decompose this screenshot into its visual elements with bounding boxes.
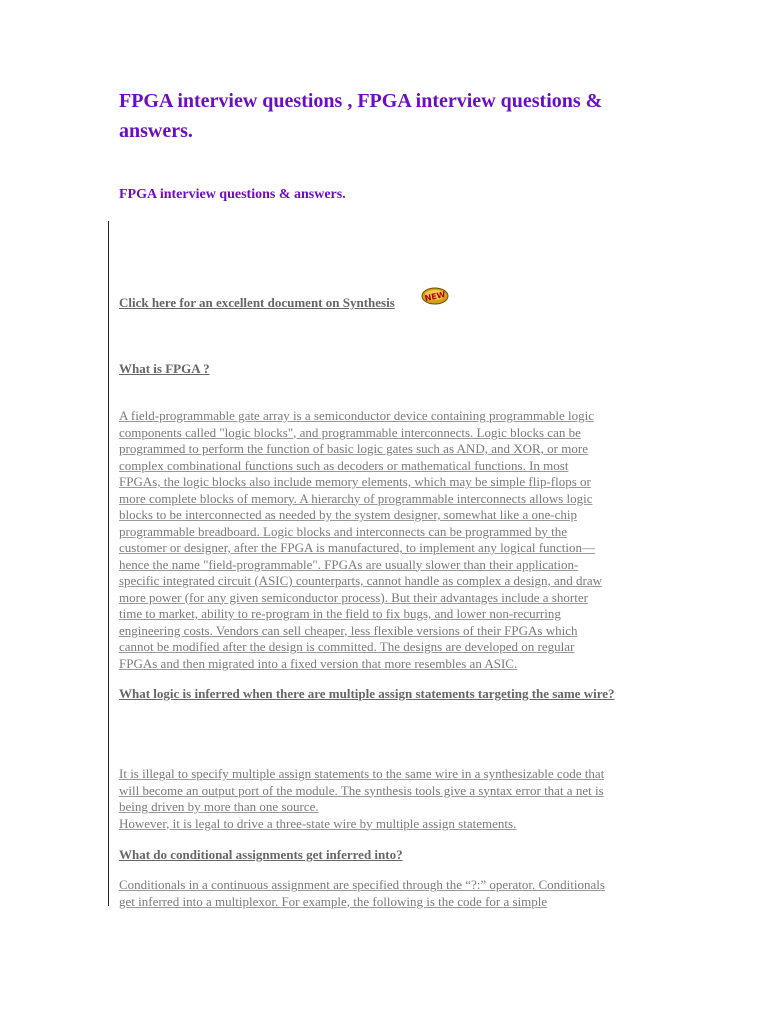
answer-what-is-fpga (119, 408, 655, 672)
synthesis-document-link[interactable]: Click here for an excellent document on Synthesis (119, 295, 395, 310)
paragraph-line: blocks to be interconnected as needed by the system designer, somewhat like a one-chip (119, 507, 577, 522)
paragraph-line: FPGAs and then migrated into a fixed version that more resembles an ASIC. (119, 655, 518, 671)
paragraph-line: engineering costs. Vendors can sell cheaper, less flexible versions of their FPGAs which (119, 622, 578, 638)
page-subtitle: FPGA interview questions & answers. (119, 187, 346, 202)
new-badge-icon (421, 287, 449, 305)
paragraph-line: FPGAs, the logic blocks also include memory elements, which may be simple flip-flops or (119, 474, 591, 489)
paragraph-line: complex combinational functions such as decoders or mathematical functions. In most (119, 457, 569, 473)
question-heading-multiple-assign[interactable]: What logic is inferred when there are multiple assign statements targeting the same wire? (119, 686, 615, 701)
page-title: FPGA interview questions , FPGA interview questions & answers. (119, 90, 603, 142)
paragraph-line: being driven by more than one source. (119, 799, 319, 814)
question-heading-what-is-fpga[interactable]: What is FPGA ? (119, 361, 210, 376)
paragraph-line: programmable breadboard. Logic blocks and interconnects can be programmed by the (119, 523, 567, 539)
paragraph-line: more power (for any given semiconductor process). But their advantages include a shorter (119, 589, 588, 605)
paragraph-line: hence the name "field-programmable". FPGAs are usually slower than their application- (119, 556, 579, 572)
paragraph-line: will become an output port of the module. The synthesis tools give a syntax error that a net is (119, 782, 604, 798)
paragraph-line: specific integrated circuit (ASIC) counterparts, cannot handle as complex a design, and draw (119, 573, 602, 588)
paragraph-line: A field-programmable gate array is a semiconductor device containing programmable logic (119, 408, 595, 423)
paragraph-line: components called "logic blocks", and programmable interconnects. Logic blocks can be (119, 424, 581, 440)
paragraph-line: cannot be modified after the design is committed. The designs are developed on regular (119, 639, 575, 654)
paragraph-line: Conditionals in a continuous assignment are specified through the “?:” operator. Conditionals (119, 877, 605, 892)
answer-conditional-assign (119, 877, 655, 910)
paragraph-line: It is illegal to specify multiple assign statements to the same wire in a synthesizable code that (119, 766, 605, 781)
new-badge-text: NEW (423, 289, 447, 304)
left-border-line (108, 221, 109, 906)
paragraph-line: programmed to perform the function of basic logic gates such as AND, and XOR, or more (119, 441, 588, 456)
paragraph-line: time to market, ability to re-program in the field to fix bugs, and lower non-recurring (119, 606, 561, 621)
paragraph-line: However, it is legal to drive a three-state wire by multiple assign statements. (119, 815, 517, 831)
paragraph-line: customer or designer, after the FPGA is manufactured, to implement any logical function— (119, 540, 596, 555)
paragraph-line: more complete blocks of memory. A hierarchy of programmable interconnects allows logic (119, 490, 593, 506)
paragraph-line: get inferred into a multiplexor. For example, the following is the code for a simple (119, 893, 548, 909)
question-heading-conditional-assign[interactable]: What do conditional assignments get inferred into? (119, 847, 403, 862)
answer-multiple-assign (119, 766, 655, 832)
